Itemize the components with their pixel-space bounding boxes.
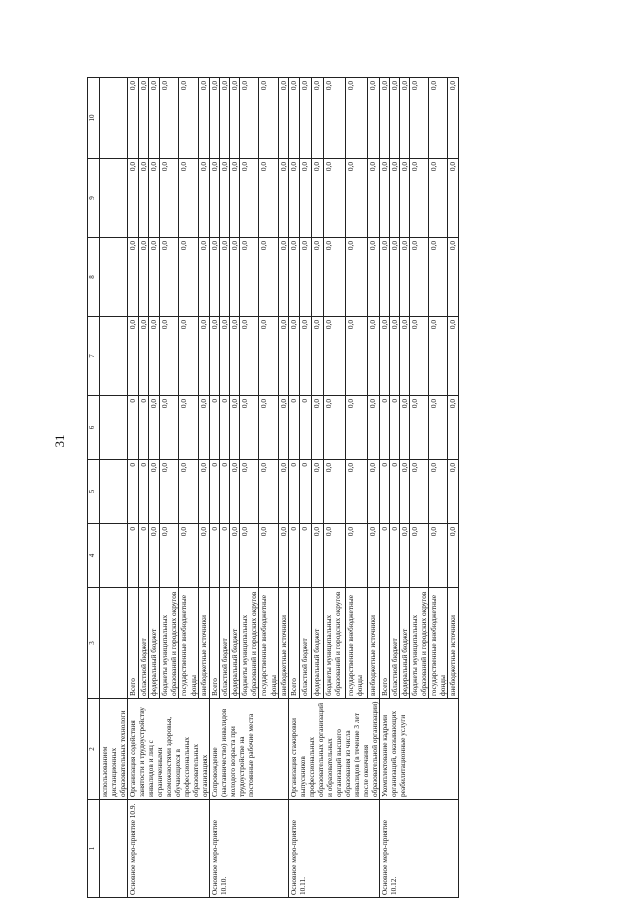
activity-code: Основное меро-приятие 10.11. [288,800,379,898]
activity-code: Основное меро-приятие 10.10. [210,800,289,898]
funding-source: областной бюджет [138,588,149,699]
funding-value: 0,0 [240,78,259,159]
page-number: 31 [52,434,67,448]
funding-value: 0 [288,460,300,524]
column-header: 8 [88,238,100,317]
empty-cell [100,524,128,588]
funding-value: 0,0 [368,317,380,396]
funding-value: 0,0 [379,159,389,238]
funding-value: 0,0 [240,238,259,317]
funding-value: 0,0 [312,524,324,588]
funding-value: 0 [389,524,399,588]
funding-value: 0,0 [210,317,220,396]
funding-value: 0,0 [259,159,278,238]
funding-value: 0,0 [149,238,160,317]
funding-value: 0,0 [410,78,429,159]
funding-value: 0,0 [288,238,300,317]
funding-value: 0,0 [448,524,458,588]
funding-value: 0,0 [288,78,300,159]
funding-value: 0,0 [399,317,409,396]
funding-value: 0,0 [220,159,230,238]
funding-value: 0,0 [312,317,324,396]
funding-value: 0,0 [399,159,409,238]
funding-source: бюджеты муниципальных образований и городских округов [159,588,179,699]
funding-value: 0,0 [259,78,278,159]
funding-value: 0,0 [179,460,199,524]
column-number-row [88,78,100,898]
activity-code: Основное меро-приятие 10.12. [379,800,458,898]
funding-value: 0,0 [323,524,345,588]
funding-value: 0 [220,396,230,460]
activity-description: Организация стажировки выпускников профессиональных образовательных организаций и образовательных организаций высшего образования из числа инвалидов (в течение 3 лет после окончания образовательной организации) [288,699,379,800]
funding-value: 0,0 [259,238,278,317]
funding-value: 0,0 [410,396,429,460]
funding-value: 0,0 [312,78,324,159]
funding-value: 0,0 [399,238,409,317]
funding-value: 0 [138,460,149,524]
funding-value: 0,0 [399,396,409,460]
funding-value: 0,0 [312,460,324,524]
funding-value: 0,0 [429,159,448,238]
funding-value: 0,0 [159,238,179,317]
funding-table [87,77,459,898]
funding-source: бюджеты муниципальных образований и городских округов [323,588,345,699]
funding-value: 0,0 [159,396,179,460]
funding-value: 0,0 [149,524,160,588]
activity-description: Организация содействия занятости и трудоустройству инвалидов и лиц с ограниченными возможностями здоровья, обучающихся в профессиональных образовательных организациях [128,699,210,800]
activity-code: Основное меро-приятие 10.9. [128,800,210,898]
funding-value: 0,0 [159,159,179,238]
funding-value: 0 [220,460,230,524]
funding-value: 0,0 [410,460,429,524]
funding-value: 0,0 [199,238,210,317]
funding-value: 0,0 [429,396,448,460]
activity-description: Укомплектование кадрами организаций, оказывающих реабилитационные услуги [379,699,458,800]
funding-value: 0,0 [230,159,240,238]
funding-value: 0,0 [179,159,199,238]
funding-value: 0,0 [278,159,288,238]
funding-value: 0,0 [149,317,160,396]
funding-value: 0 [138,396,149,460]
funding-value: 0,0 [199,396,210,460]
funding-value: 0,0 [230,78,240,159]
funding-value: 0,0 [368,238,380,317]
funding-value: 0,0 [300,159,312,238]
funding-value: 0,0 [128,78,139,159]
funding-value: 0,0 [345,396,367,460]
table-row [379,78,389,898]
funding-value: 0,0 [138,159,149,238]
funding-value: 0,0 [230,524,240,588]
funding-value: 0,0 [199,460,210,524]
funding-source: Всего [379,588,389,699]
table-row [288,78,300,898]
funding-value: 0,0 [259,317,278,396]
funding-source: федеральный бюджет [312,588,324,699]
funding-value: 0,0 [429,460,448,524]
funding-value: 0,0 [128,317,139,396]
empty-cell [100,317,128,396]
funding-source: Всего [210,588,220,699]
funding-value: 0,0 [138,78,149,159]
funding-value: 0,0 [345,460,367,524]
funding-value: 0 [300,396,312,460]
funding-value: 0,0 [429,238,448,317]
funding-value: 0,0 [240,524,259,588]
funding-value: 0,0 [278,396,288,460]
funding-value: 0 [210,396,220,460]
funding-value: 0,0 [128,159,139,238]
funding-value: 0,0 [429,524,448,588]
carryover-row [100,78,128,898]
column-header: 2 [88,699,100,800]
funding-value: 0,0 [323,317,345,396]
funding-value: 0 [128,396,139,460]
funding-value: 0,0 [159,460,179,524]
funding-value: 0,0 [240,317,259,396]
funding-value: 0,0 [345,317,367,396]
funding-value: 0,0 [410,238,429,317]
funding-value: 0,0 [179,396,199,460]
funding-value: 0,0 [345,524,367,588]
funding-value: 0,0 [379,317,389,396]
funding-value: 0,0 [149,78,160,159]
funding-value: 0 [128,460,139,524]
funding-value: 0,0 [429,78,448,159]
funding-value: 0,0 [159,524,179,588]
funding-value: 0 [389,396,399,460]
funding-value: 0,0 [448,159,458,238]
funding-source: внебюджетные источники [448,588,458,699]
table-row [128,78,139,898]
funding-value: 0 [288,524,300,588]
funding-value: 0 [288,396,300,460]
empty-cell [100,78,128,159]
funding-value: 0,0 [379,238,389,317]
funding-source: областной бюджет [300,588,312,699]
funding-value: 0 [379,396,389,460]
funding-value: 0,0 [259,460,278,524]
funding-value: 0,0 [312,396,324,460]
funding-value: 0,0 [179,317,199,396]
funding-value: 0,0 [448,396,458,460]
funding-source: государственные внебюджетные фонды [179,588,199,699]
funding-value: 0,0 [389,238,399,317]
funding-value: 0,0 [278,524,288,588]
funding-source: федеральный бюджет [230,588,240,699]
funding-source: внебюджетные источники [278,588,288,699]
funding-value: 0,0 [389,159,399,238]
funding-value: 0,0 [159,317,179,396]
carryover-description: использованием дистанционных образовательных технологи [100,699,128,800]
funding-value: 0,0 [230,238,240,317]
empty-cell [100,588,128,699]
funding-value: 0,0 [410,317,429,396]
funding-value: 0,0 [159,78,179,159]
column-header: 4 [88,524,100,588]
funding-value: 0,0 [368,396,380,460]
funding-value: 0,0 [230,317,240,396]
funding-value: 0 [300,524,312,588]
funding-value: 0,0 [220,317,230,396]
funding-value: 0 [210,524,220,588]
funding-value: 0,0 [220,238,230,317]
funding-value: 0 [210,460,220,524]
funding-source: государственные внебюджетные фонды [429,588,448,699]
funding-value: 0,0 [138,238,149,317]
funding-value: 0,0 [210,78,220,159]
empty-cell [100,800,128,898]
funding-value: 0,0 [240,396,259,460]
funding-value: 0,0 [149,460,160,524]
funding-value: 0,0 [448,78,458,159]
funding-value: 0 [138,524,149,588]
column-header: 10 [88,78,100,159]
funding-value: 0,0 [149,396,160,460]
funding-value: 0,0 [149,159,160,238]
funding-value: 0 [379,524,389,588]
funding-value: 0,0 [345,159,367,238]
funding-value: 0,0 [345,238,367,317]
funding-value: 0,0 [410,159,429,238]
funding-value: 0,0 [278,238,288,317]
funding-source: бюджеты муниципальных образований и городских округов [240,588,259,699]
funding-value: 0,0 [199,317,210,396]
funding-value: 0 [128,524,139,588]
column-header: 1 [88,800,100,898]
funding-value: 0,0 [368,524,380,588]
empty-cell [100,460,128,524]
funding-value: 0,0 [179,78,199,159]
funding-value: 0,0 [368,78,380,159]
column-header: 5 [88,460,100,524]
funding-value: 0,0 [288,317,300,396]
funding-source: Всего [128,588,139,699]
funding-source: федеральный бюджет [399,588,409,699]
funding-value: 0,0 [210,238,220,317]
empty-cell [100,238,128,317]
funding-value: 0,0 [240,460,259,524]
funding-value: 0,0 [323,460,345,524]
activity-description: Сопровождение (наставничество) инвалидов молодого возраста при трудоустройстве на постоянные рабочие места [210,699,289,800]
funding-value: 0,0 [300,317,312,396]
funding-value: 0,0 [379,78,389,159]
funding-value: 0,0 [128,238,139,317]
funding-value: 0,0 [323,396,345,460]
funding-value: 0,0 [429,317,448,396]
funding-value: 0 [300,460,312,524]
funding-value: 0,0 [179,238,199,317]
funding-value: 0,0 [278,460,288,524]
funding-value: 0,0 [259,396,278,460]
funding-source: федеральный бюджет [149,588,160,699]
funding-value: 0,0 [312,159,324,238]
funding-value: 0,0 [278,317,288,396]
funding-source: внебюджетные источники [368,588,380,699]
funding-source: внебюджетные источники [199,588,210,699]
rotated-table-wrapper [87,78,622,898]
funding-source: областной бюджет [389,588,399,699]
funding-source: Всего [288,588,300,699]
funding-value: 0,0 [259,524,278,588]
column-header: 7 [88,317,100,396]
funding-value: 0,0 [230,460,240,524]
funding-value: 0,0 [399,460,409,524]
funding-value: 0,0 [399,78,409,159]
funding-value: 0 [220,524,230,588]
funding-value: 0,0 [199,159,210,238]
funding-value: 0,0 [210,159,220,238]
column-header: 3 [88,588,100,699]
funding-value: 0,0 [179,524,199,588]
empty-cell [100,396,128,460]
empty-cell [100,159,128,238]
funding-value: 0,0 [368,460,380,524]
funding-value: 0,0 [240,159,259,238]
funding-value: 0,0 [448,317,458,396]
funding-value: 0,0 [220,78,230,159]
funding-source: бюджеты муниципальных образований и городских округов [410,588,429,699]
funding-value: 0,0 [323,78,345,159]
funding-source: областной бюджет [220,588,230,699]
funding-value: 0,0 [199,78,210,159]
funding-value: 0,0 [138,317,149,396]
funding-value: 0,0 [300,78,312,159]
funding-source: государственные внебюджетные фонды [259,588,278,699]
column-header: 6 [88,396,100,460]
funding-value: 0,0 [312,238,324,317]
funding-source: государственные внебюджетные фонды [345,588,367,699]
funding-value: 0,0 [389,78,399,159]
funding-value: 0,0 [368,159,380,238]
funding-value: 0,0 [448,238,458,317]
funding-value: 0 [389,460,399,524]
funding-value: 0,0 [389,317,399,396]
table-row [210,78,220,898]
funding-value: 0,0 [410,524,429,588]
column-header: 9 [88,159,100,238]
funding-value: 0,0 [300,238,312,317]
funding-value: 0,0 [278,78,288,159]
funding-value: 0 [379,460,389,524]
funding-value: 0,0 [230,396,240,460]
funding-value: 0,0 [323,238,345,317]
funding-value: 0,0 [199,524,210,588]
funding-value: 0,0 [323,159,345,238]
funding-value: 0,0 [448,460,458,524]
funding-value: 0,0 [399,524,409,588]
funding-value: 0,0 [288,159,300,238]
funding-value: 0,0 [345,78,367,159]
